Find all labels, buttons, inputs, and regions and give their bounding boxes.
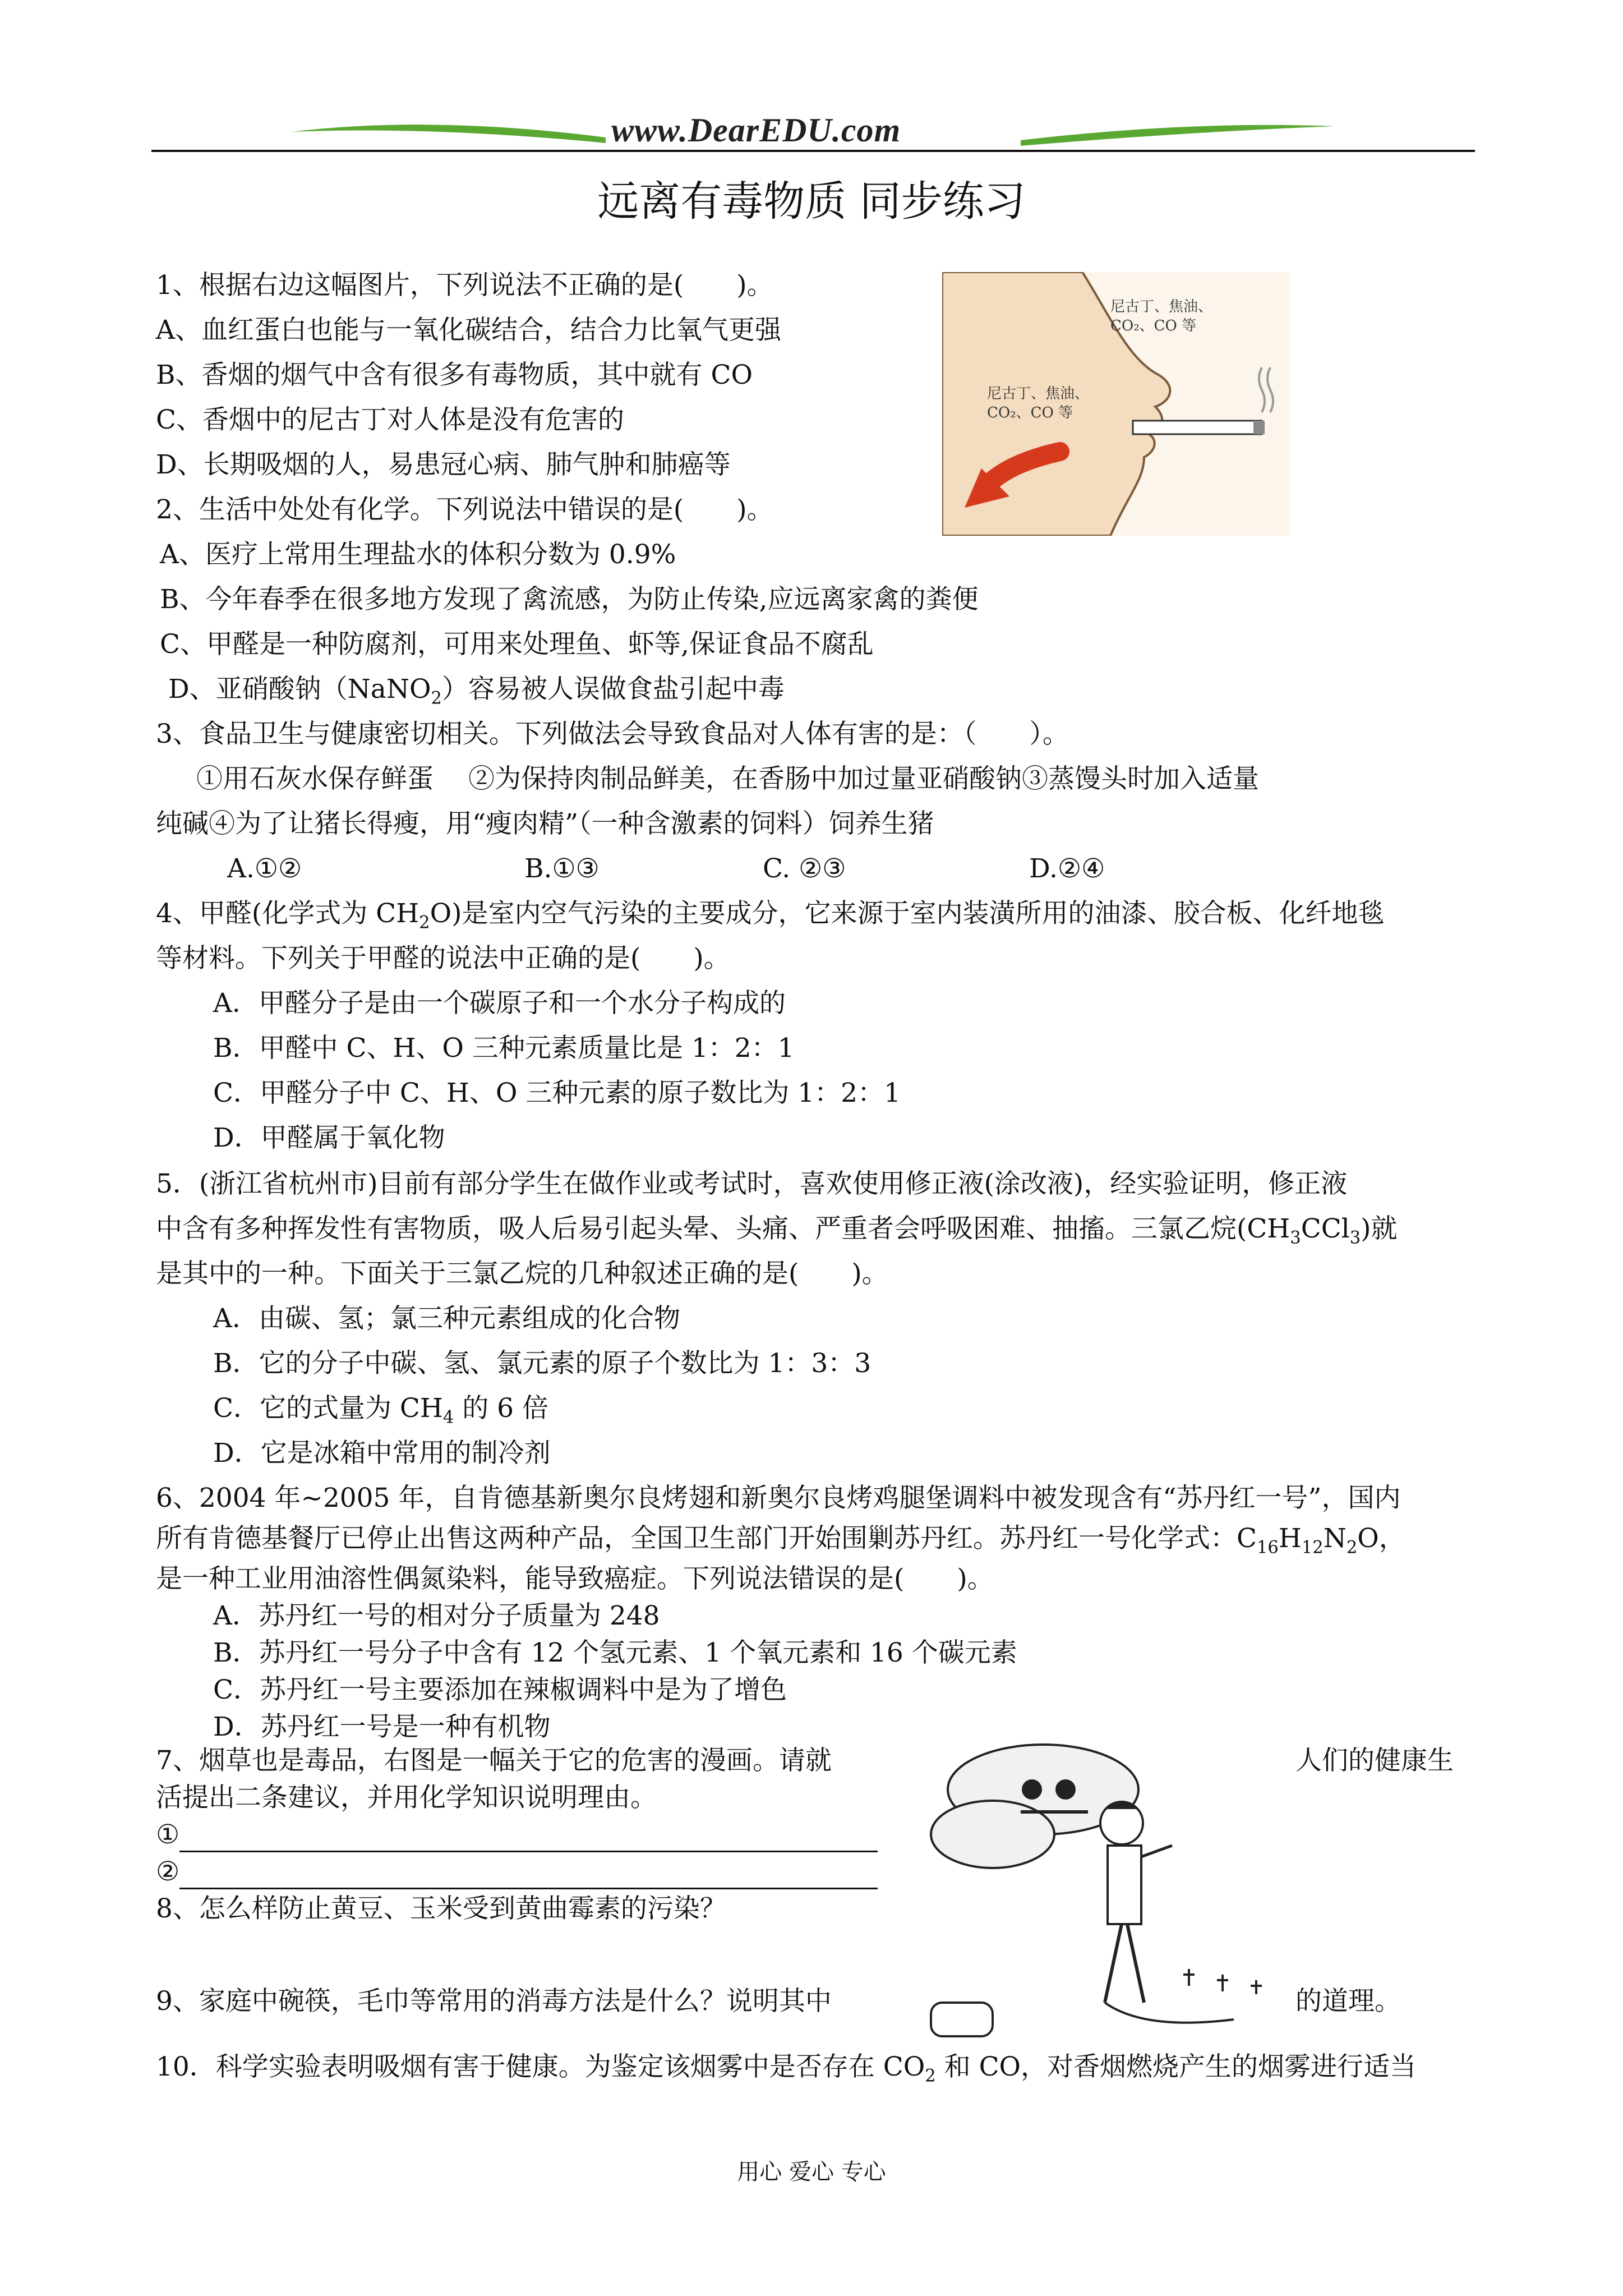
q2-option-d: D、亚硝酸钠（NaNO$_2$）容易被人误做食盐引起中毒	[168, 674, 785, 708]
q3-statement-line-1: ①用石灰水保存鲜蛋 ②为保持肉制品鲜美，在香肠中加过量亚硝酸钠③蒸馒头时加入适量	[196, 763, 1259, 794]
q5-option-b: B．它的分子中碳、氢、氯元素的原子个数比为 1：3：3	[213, 1348, 872, 1379]
q5-option-a: A．由碳、氢；氯三种元素组成的化合物	[213, 1303, 680, 1334]
page-title: 远离有毒物质 同步练习	[597, 177, 1026, 226]
q2-option-a: A、医疗上常用生理盐水的体积分数为 0.9%	[160, 539, 676, 570]
site-logo-text: www.DearEDU.com	[611, 112, 901, 149]
question-5-line-3: 是其中的一种。下面关于三氯乙烷的几种叙述正确的是( )。	[156, 1258, 888, 1289]
smoking-face-figure	[942, 272, 1290, 536]
answer-blank-1[interactable]	[179, 1821, 878, 1852]
q6-option-b: B．苏丹红一号分子中含有 12 个氢元素、1 个氧元素和 16 个碳元素	[213, 1637, 1017, 1668]
page-footer: 用心 爱心 专心	[737, 2159, 886, 2185]
question-5: 5．(浙江省杭州市)目前有部分学生在做作业或考试时，喜欢使用修正液(涂改液)，经实验证明，修正液	[156, 1168, 1348, 1199]
question-8: 8、怎么样防止黄豆、玉米受到黄曲霉素的污染？	[156, 1893, 726, 1924]
question-4-line-2: 等材料。下列关于甲醛的说法中正确的是( )。	[156, 943, 730, 974]
question-9-continued: 的道理。	[1295, 1986, 1401, 2017]
q3-option-c: C. ②③	[763, 853, 846, 884]
q1-option-a: A、血红蛋白也能与一氧化碳结合，结合力比氧气更强	[156, 315, 781, 346]
question-1: 1、根据右边这幅图片，下列说法不正确的是( )。	[156, 270, 773, 301]
q6-option-d: D．苏丹红一号是一种有机物	[213, 1711, 551, 1742]
q3-option-a: A.①②	[227, 853, 302, 884]
question-3: 3、食品卫生与健康密切相关。下列做法会导致食品对人体有害的是：（ ）。	[156, 719, 1069, 749]
q7-answer-line-1[interactable]: ①	[156, 1818, 878, 1852]
question-10: 10．科学实验表明吸烟有害于健康。为鉴定该烟雾中是否存在 $CO_2$ 和 CO，对香烟燃烧产生的烟雾进行适当	[156, 2051, 1417, 2086]
q1-option-c: C、香烟中的尼古丁对人体是没有危害的	[156, 404, 624, 435]
skull-smoke-cartoon	[920, 1739, 1290, 2053]
question-6: 6、2004 年~2005 年，自肯德基新奥尔良烤翅和新奥尔良烤鸡腿堡调料中被发现含有“苏丹红一号”，国内	[156, 1483, 1401, 1513]
q4-option-c: C．甲醛分子中 C、H、O 三种元素的原子数比为 1：2：1	[213, 1078, 901, 1108]
figure-label-top: 尼古丁、焦油、 CO₂、CO 等	[1110, 298, 1213, 334]
q2-option-c: C、甲醛是一种防腐剂，可用来处理鱼、虾等,保证食品不腐乱	[160, 629, 874, 660]
question-2: 2、生活中处处有化学。下列说法中错误的是( )。	[156, 494, 773, 525]
question-6-line-3: 是一种工业用油溶性偶氮染料，能导致癌症。下列说法错误的是( )。	[156, 1563, 994, 1594]
q4-option-d: D．甲醛属于氧化物	[213, 1122, 445, 1153]
question-4: 4、甲醛(化学式为 $CH_2O$)是室内空气污染的主要成分，它来源于室内装潢所用的油漆、胶合板、化纤地毯	[156, 898, 1385, 933]
q5-option-c: C．它的式量为 $CH_4$ 的 6 倍	[213, 1393, 549, 1428]
q6-option-c: C．苏丹红一号主要添加在辣椒调料中是为了增色	[213, 1674, 787, 1705]
question-7: 7、烟草也是毒品，右图是一幅关于它的危害的漫画。请就	[156, 1745, 832, 1776]
smoking-cartoon-figure	[920, 1739, 1290, 2053]
q5-option-d: D．它是冰箱中常用的制冷剂	[213, 1438, 551, 1469]
header-rule	[151, 150, 1475, 152]
question-7-continued: 人们的健康生	[1295, 1745, 1454, 1776]
q3-option-d: D.②④	[1029, 853, 1105, 884]
q1-option-d: D、长期吸烟的人，易患冠心病、肺气肿和肺癌等	[156, 449, 731, 480]
q4-option-b: B．甲醛中 C、H、O 三种元素质量比是 1：2：1	[213, 1033, 795, 1064]
question-6-line-2: 所有肯德基餐厅已停止出售这两种产品，全国卫生部门开始围剿苏丹红。苏丹红一号化学式：$C_{16}H_{12}N_2O$，	[156, 1523, 1405, 1558]
question-9: 9、家庭中碗筷，毛巾等常用的消毒方法是什么？说明其中	[156, 1986, 832, 2017]
answer-blank-2[interactable]	[179, 1858, 878, 1889]
question-7-line-2: 活提出二条建议，并用化学知识说明理由。	[156, 1782, 657, 1813]
figure-label-side: 尼古丁、焦油、 CO₂、CO 等	[987, 385, 1090, 421]
question-5-line-2: 中含有多种挥发性有害物质，吸人后易引起头晕、头痛、严重者会呼吸困难、抽搐。三氯乙烷$(CH_3CCl_3)$就	[156, 1213, 1398, 1248]
q2-option-b: B、今年春季在很多地方发现了禽流感，为防止传染,应远离家禽的粪便	[160, 584, 979, 615]
q4-option-a: A．甲醛分子是由一个碳原子和一个水分子构成的	[213, 988, 786, 1019]
q7-answer-line-2[interactable]: ②	[156, 1855, 878, 1889]
q1-option-b: B、香烟的烟气中含有很多有毒物质，其中就有 CO	[156, 360, 753, 390]
q3-statement-line-2: 纯碱④为了让猪长得瘦，用“瘦肉精”（一种含激素的饲料）饲养生猪	[156, 808, 934, 839]
q6-option-a: A．苏丹红一号的相对分子质量为 248	[213, 1600, 660, 1631]
q3-option-b: B.①③	[524, 853, 600, 884]
